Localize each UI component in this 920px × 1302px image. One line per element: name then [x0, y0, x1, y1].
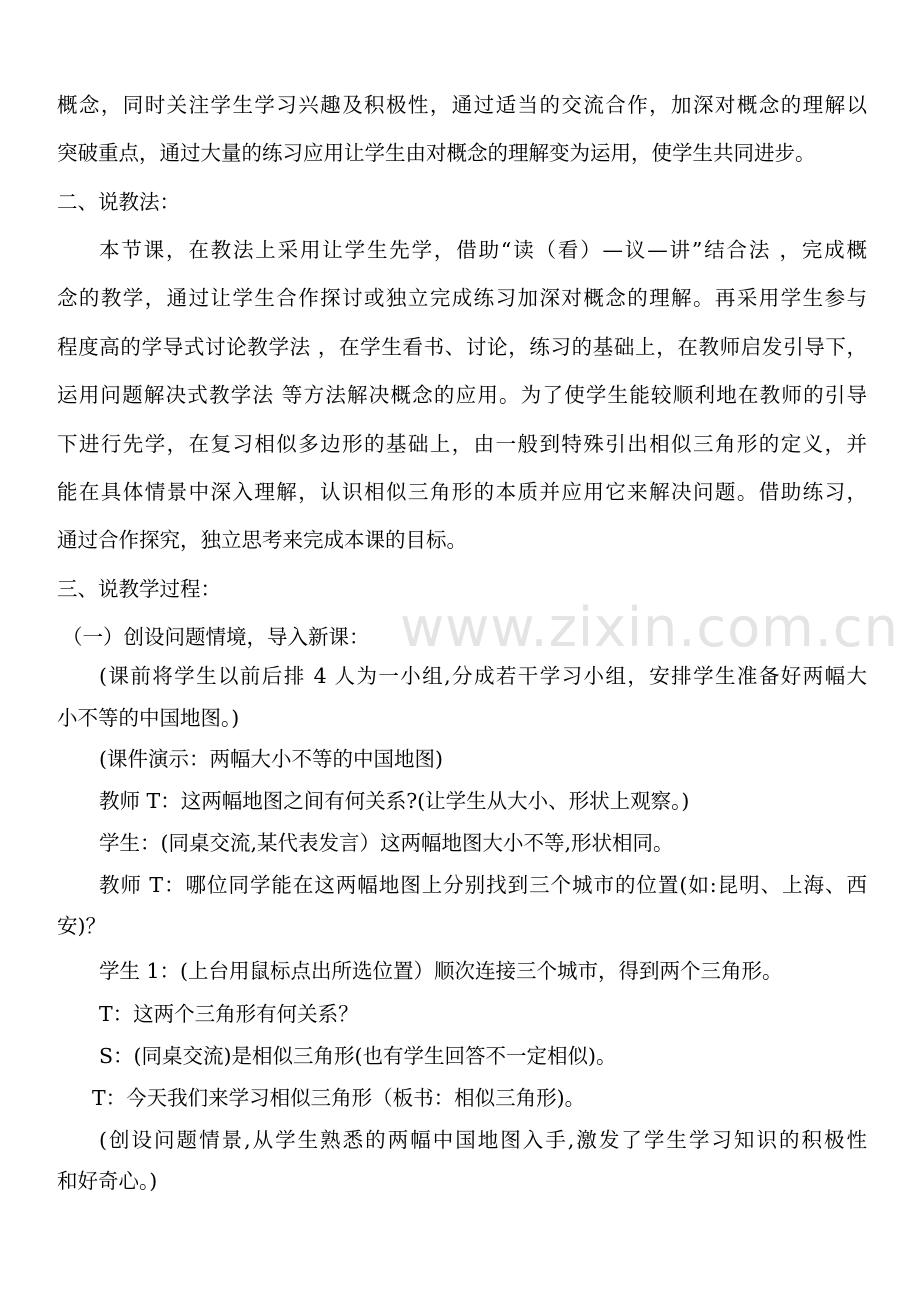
paragraph-line: 突破重点，通过大量的练习应用让学生由对概念的理解变为运用，使学生共同进步。 — [57, 141, 816, 165]
paragraph-line: 本节课，在教法上采用让学生先学，借助“读（看）—议—讲”结合法 ，完成概 — [99, 238, 867, 262]
dialogue-line: 学生 1：(上台用鼠标点出所选位置）顺次连接三个城市，得到两个三角形。 — [99, 959, 783, 983]
subsection-heading: （一）创设问题情境，导入新课： — [62, 625, 370, 649]
dialogue-line: S：(同桌交流)是相似三角形(也有学生回答不一定相似)。 — [99, 1044, 617, 1068]
watermark: www.zixin.com.cn — [400, 596, 899, 659]
dialogue-line: T：今天我们来学习相似三角形（板书：相似三角形)。 — [92, 1086, 586, 1110]
section-heading-teaching-process: 三、说教学过程： — [57, 577, 221, 601]
paragraph-line: 下进行先学，在复习相似多边形的基础上，由一般到特殊引出相似三角形的定义，并 — [57, 432, 867, 456]
paragraph-line: 小不等的中国地图。) — [57, 706, 240, 730]
dialogue-line: 教师 T：哪位同学能在这两幅地图上分别找到三个城市的位置(如:昆明、上海、西 — [99, 873, 867, 897]
paragraph-line: (课前将学生以前后排 4 人为一小组,分成若干学习小组，安排学生准备好两幅大 — [99, 664, 867, 688]
paragraph-line: 通过合作探究，独立思考来完成本课的目标。 — [57, 528, 467, 552]
paragraph-line: (创设问题情景,从学生熟悉的两幅中国地图入手,激发了学生学习知识的积极性 — [99, 1128, 867, 1152]
dialogue-line: 安)？ — [57, 914, 106, 938]
dialogue-line: 教师 T：这两幅地图之间有何关系?(让学生从大小、形状上观察。) — [99, 789, 690, 813]
paragraph-line: 念的教学，通过让学生合作探讨或独立完成练习加深对概念的理解。再采用学生参与 — [57, 286, 867, 310]
paragraph-line: 和好奇心。) — [57, 1169, 158, 1193]
paragraph-line: 程度高的学导式讨论教学法 ，在学生看书、讨论，练习的基础上，在教师启发引导下， — [57, 335, 867, 359]
paragraph-line: 运用问题解决式教学法 等方法解决概念的应用。为了使学生能较顺利地在教师的引导 — [57, 383, 867, 407]
section-heading-teaching-method: 二、说教法： — [57, 190, 180, 214]
dialogue-line: T：这两个三角形有何关系？ — [99, 1002, 359, 1026]
paragraph-line: 概念，同时关注学生学习兴趣及积极性，通过适当的交流合作，加深对概念的理解以 — [57, 93, 867, 117]
dialogue-line: 学生：(同桌交流,某代表发言）这两幅地图大小不等,形状相同。 — [99, 831, 674, 855]
paragraph-line: (课件演示：两幅大小不等的中国地图) — [99, 747, 443, 771]
paragraph-line: 能在具体情景中深入理解，认识相似三角形的本质并应用它来解决问题。借助练习， — [57, 480, 867, 504]
